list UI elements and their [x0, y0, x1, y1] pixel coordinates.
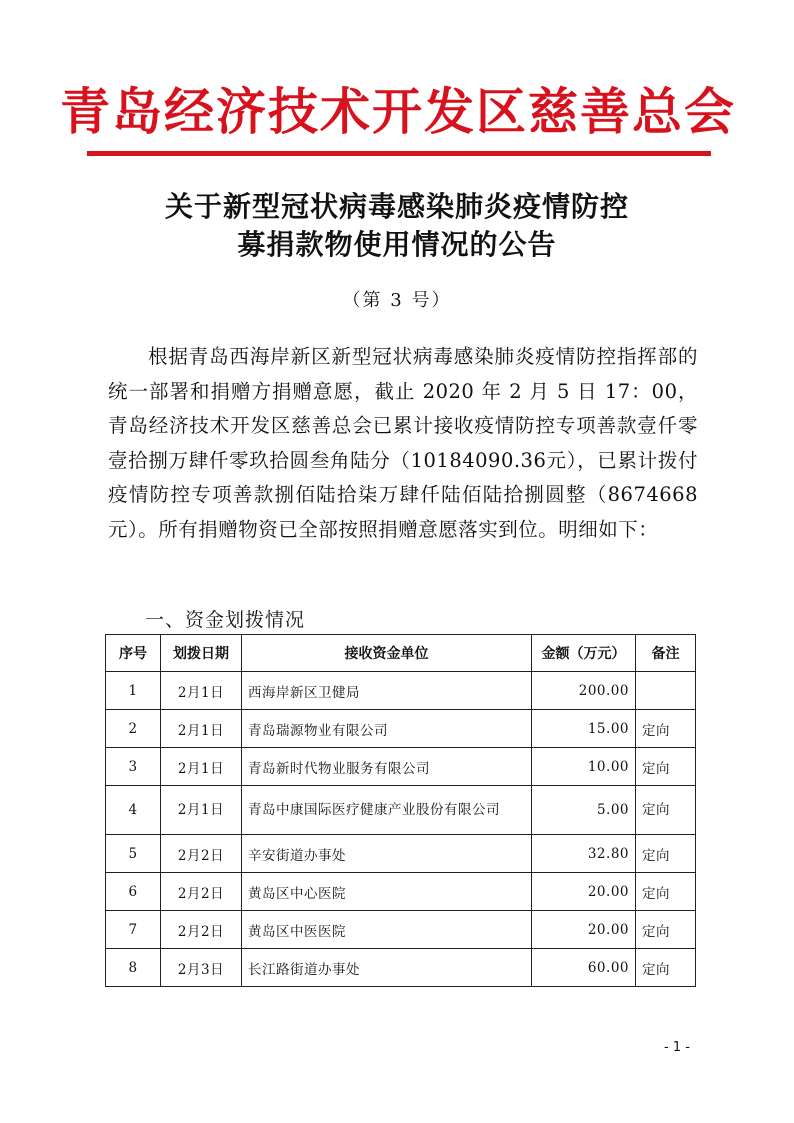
masthead-red-rule: [87, 151, 711, 156]
header-note: 备注: [636, 635, 696, 672]
header-amount: 金额（万元）: [532, 635, 636, 672]
section-heading-funds: 一、资金划拨情况: [145, 609, 306, 631]
cell-index: 5: [106, 835, 161, 873]
table-row: [106, 835, 696, 873]
cell-recipient: 青岛瑞源物业有限公司: [242, 710, 532, 748]
table-row: [106, 672, 696, 710]
cell-recipient: 青岛中康国际医疗健康产业股份有限公司: [242, 786, 532, 835]
table-row: [106, 873, 696, 911]
cell-date: 2月1日: [161, 786, 242, 835]
cell-amount: 200.00: [532, 672, 636, 710]
cell-note: 定向: [636, 710, 696, 748]
cell-amount: 15.00: [532, 710, 636, 748]
cell-recipient: 西海岸新区卫健局: [242, 672, 532, 710]
table-row: [106, 748, 696, 786]
table-row: [106, 710, 696, 748]
cell-amount: 20.00: [532, 911, 636, 949]
cell-date: 2月2日: [161, 911, 242, 949]
table-row: [106, 911, 696, 949]
cell-amount: 60.00: [532, 949, 636, 987]
cell-index: 8: [106, 949, 161, 987]
cell-amount: 10.00: [532, 748, 636, 786]
notice-title-line-2: 募捐款物使用情况的公告: [237, 228, 557, 261]
cell-recipient: 长江路街道办事处: [242, 949, 532, 987]
cell-index: 1: [106, 672, 161, 710]
cell-index: 6: [106, 873, 161, 911]
cell-date: 2月1日: [161, 748, 242, 786]
header-index: 序号: [106, 635, 161, 672]
cell-amount: 20.00: [532, 873, 636, 911]
cell-date: 2月1日: [161, 710, 242, 748]
cell-index: 3: [106, 748, 161, 786]
cell-note: 定向: [636, 873, 696, 911]
cell-note: 定向: [636, 786, 696, 835]
header-recipient: 接收资金单位: [242, 635, 532, 672]
notice-title-line-1: 关于新型冠状病毒感染肺炎疫情防控: [164, 190, 629, 223]
cell-date: 2月3日: [161, 949, 242, 987]
cell-recipient: 辛安街道办事处: [242, 835, 532, 873]
table-header-row: [106, 635, 696, 672]
page-number: - 1 -: [664, 1040, 690, 1055]
cell-note: 定向: [636, 748, 696, 786]
cell-recipient: 青岛新时代物业服务有限公司: [242, 748, 532, 786]
cell-note: 定向: [636, 911, 696, 949]
table-row: [106, 949, 696, 987]
cell-date: 2月1日: [161, 672, 242, 710]
cell-amount: 32.80: [532, 835, 636, 873]
cell-date: 2月2日: [161, 835, 242, 873]
funds-allocation-table: [105, 634, 696, 987]
cell-amount: 5.00: [532, 786, 636, 835]
table-row: [106, 786, 696, 835]
org-masthead: 青岛经济技术开发区慈善总会: [60, 82, 736, 141]
cell-index: 4: [106, 786, 161, 835]
cell-date: 2月2日: [161, 873, 242, 911]
cell-note: 定向: [636, 949, 696, 987]
cell-recipient: 黄岛区中心医院: [242, 873, 532, 911]
cell-index: 2: [106, 710, 161, 748]
document-number: （第 3 号）: [342, 290, 452, 311]
cell-note: 定向: [636, 835, 696, 873]
body-paragraph: 根据青岛西海岸新区新型冠状病毒感染肺炎疫情防控指挥部的统一部署和捐赠方捐赠意愿，截止 2020 年 2 月 5 日 17：00，青岛经济技术开发区慈善总会已累计接收疫情防控专项善款壹仟零壹拾捌万肆仟零玖拾圆叁角陆分（10184090.36元），已累计拨付疫情防控专项善款捌佰陆拾柒万肆仟陆佰陆拾捌圆整（8674668元）。所有捐赠物资已全部按照捐赠意愿落实到位。明细如下：: [108, 345, 698, 541]
cell-index: 7: [106, 911, 161, 949]
header-date: 划拨日期: [161, 635, 242, 672]
cell-recipient: 黄岛区中医医院: [242, 911, 532, 949]
cell-note: [636, 672, 696, 710]
